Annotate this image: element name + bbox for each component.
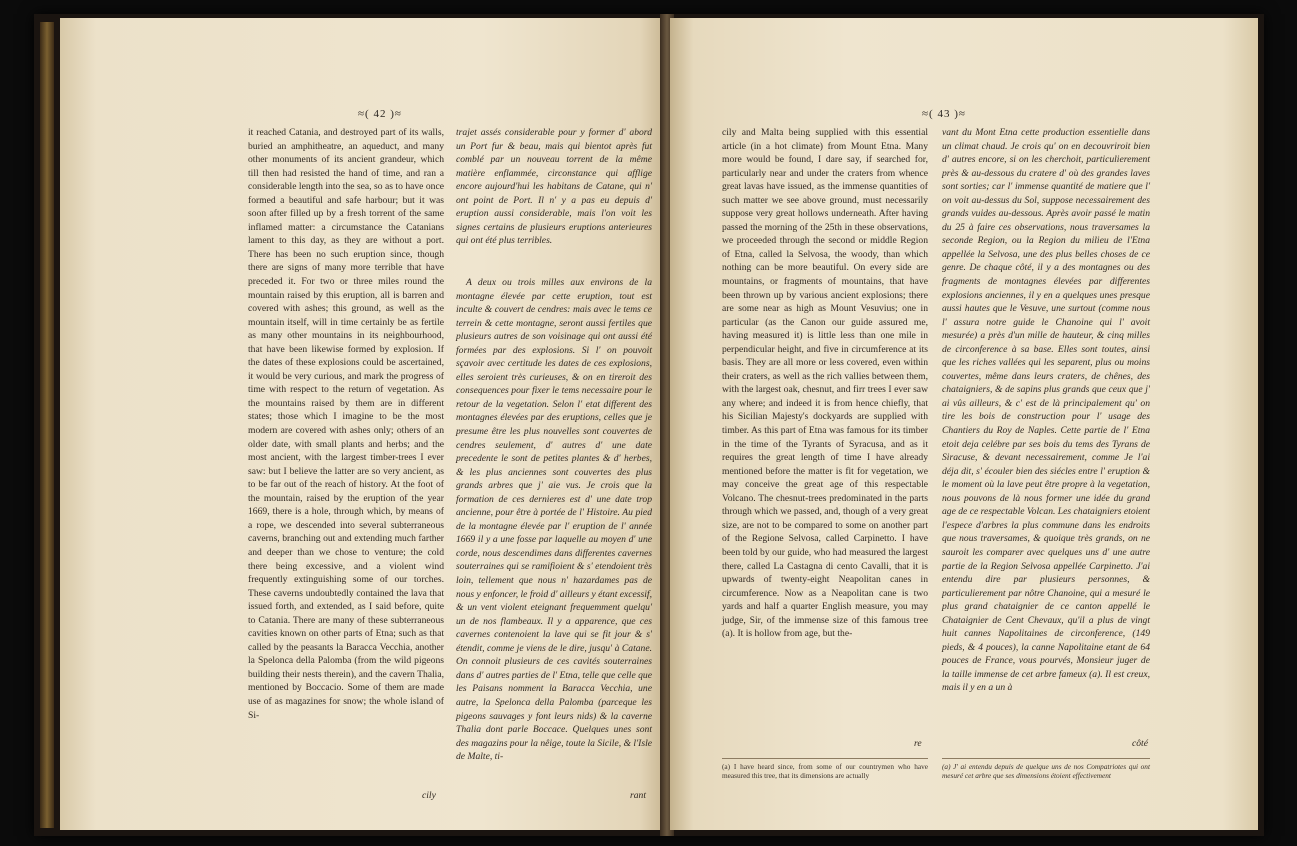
right-english-catchword: re [914,738,922,749]
right-english-text: cily and Malta being supplied with this essential article (in a hot climate) from Mount Etna. Many more would be found, I dare say, if searched for, particularly near and under the craters from whence great lavas have issued, as the immense quantities of such matter we see above ground, must necessarily suppose very great hollows underneath. After having passed the morning of the 25th in these observations, we proceeded through the second or middle Region of Etna, called la Selvosa, the woody, than which nothing can be more beautiful. On every side are mountains, or fragments of mountains, that have been thrown up by various ancient explosions; there are some near as high as Mount Vesuvius; one in particular (as the Canon our guide assured me, having measured it) is little less than one mile in perpendicular height, and five in circumference at its basis. They are all more or less covered, even within their craters, as well as the rich vallies between them, with the largest oak, chesnut, and firr trees I ever saw any where; and indeed it is from hence chiefly, that his Sicilian Majesty's dockyards are supplied with timber. As this part of Etna was famous for its timber in the time of the Tyrants of Syracusa, and as it requires the great length of time I have already mentioned before the matter is fit for vegetation, we may conceive the great age of this respectable Volcano. The chesnut-trees predominated in the parts through which we passed, and, though of a very great size, are not to be compared to some on another part of the Regione Selvosa, called Carpinetto. I have been told by our guide, who had measured the largest there, called La Castagna di cento Cavalli, that it is upwards of twenty-eight Neapolitan canes in circumference. Now as a Neapolitan cane is two yards and half a quarter English measure, you may judge, Sir, of the immense size of this famous tree (a). It is hollow from age, but the- [722,127,928,640]
right-french-catchword: côté [1132,738,1148,749]
right-french-column [942,126,1150,740]
left-english-text: it reached Catania, and destroyed part of its walls, buried an amphitheatre, an aqueduct, and many other monuments of its ancient grandeur, which till then had resisted the hand of time, and ran a considerable length into the sea, so as to have once formed a beautiful and safe harbour; but it was soon after filled up by a fresh torrent of the same inflamed matter: a circumstance the Catanians lament to this day, as they are without a port. There has been no such eruption since, though there are signs of many more terrible that have preceded it. For two or three miles round the mountain raised by this eruption, all is barren and covered with ashes; this ground, as well as the mountain itself, will in time certainly be as fertile as many other mountains in its neighbourhood, that have been likewise formed by explosion. If the dates of these explosions could be ascertained, it would be very curious, and mark the progress of time with respect to the return of vegetation. As the mountains raised by them are in different states; those which I imagine to be the most modern are covered with ashes only; others of an older date, with small plants and herbs; and the most ancient, with the largest timber-trees I ever saw: but I believe the latter are so very ancient, as to be far out of the reach of history. At the foot of the mountain, raised by the eruption of the year 1669, there is a hole, through which, by means of a rope, we descended into several subterraneous caverns, branching out and extending much farther and deeper than we chose to venture; the cold there being excessive, and a violent wind frequently extinguishing some of our torches. These caverns undoubtedly contained the lava that issued forth, and extended, as I said before, quite to Catania. There are many of these subterraneous cavities known on other parts of Etna; such as that called by the peasants la Baracca Vecchia, another la Spelonca della Palomba (from the wild pigeons building their nests therein), and the cavern Thalia, mentioned by Boccacio. Some of them are made use of as magazines for snow; the whole island of Si- [248,127,444,721]
open-book [34,14,1264,836]
right-french-footnote: (a) J' ai entendu depuis de quelque uns de nos Compatriotes qui ont mesuré cet arbre que ses dimensions étoient effectivement [942,762,1150,780]
left-french-text-bottom: A deux ou trois milles aux environs de la montagne élevée par cette eruption, tout est inculte & couvert de cendres: mais avec le tems ce terrein & cette montagne, seront aussi fertiles que plusieurs autres de son voisinage qui ont aussi été formées par des explosions. Si l' on pouvoit sçavoir avec certitude les dates de ces explosions, elles seroient très curieuses, & on en tireroit des consequences pour fixer le tems necessaire pour le retour de la vegetation. Selon l' etat different des montagnes élevées par des eruptions, celles que je presume être les plus nouvelles sont couvertes de cendres seulement, d' autres d' une date precedente le sont de petites plantes & d' herbes, & les plus anciennes sont couvertes des plus grands arbres que j' aie vus. Je crois que la formation de ces dernieres est d' une date trop ancienne, pour être à portée de l' Histoire. Au pied de la montagne élevée par l' eruption de l' année 1669 il y a une fosse par laquelle au moyen d' une corde, nous descendimes dans differentes cavernes souterraines qui se ramifioient & s' etendoient très loin, tellement que nous n' hazardames pas de nous y enfoncer, le froid d' ailleurs y étant excessif, & un vent violent eteignant frequemment quelqu' un de nos flambeaux. Il y a apparence, que ces cavernes contenoient la lave qui se fit jour & s' étendit, comme je viens de le dire, jusqu' à Catane. On connoit plusieurs de ces cavités souterraines dans d' autres parties de l' Etna, telle que celle que les Paisans nomment la Baracca Vecchia, une autre, la Spelonca della Palomba (parceque les pigeons sauvages y font leurs nids) & la caverne Thalia dont parle Boccace. Quelques unes sont des magazins pour la nêige, toute la Sicile, & l'Isle de Malte, ti- [456,277,652,763]
left-page [60,18,664,830]
left-french-column-bottom [456,276,652,788]
left-english-column [248,126,444,794]
left-french-text-top: trajet assés considerable pour y former d' abord un Port fur & beau, mais qui bientot après fut comblé par un nouveau torrent de la même matière enflammée, circonstance qui afflige encore aujourd'hui les habitans de Catane, qui n' ont point de Port. Il n' y a pas eu depuis d' eruption aussi considerable, mais l'on voit les signes certains de plusieurs eruptions anterieures qui ont été plus terribles. [456,127,652,247]
left-french-catchword: rant [630,790,646,801]
right-english-footnote-rule [722,758,928,759]
right-french-text: vant du Mont Etna cette production essentielle dans un climat chaud. Je crois qu' on en decouvriroit bien d' autres encore, si on les cherchoit, particulierement près & au-dessous du cratere d' où des grandes laves sont sorties; car l' immense quantité de matiere que l' on voit au-dessus du Sol, suppose necessairement des grands vuides au-dessous. Après avoir passé le matin du 25 à faire ces observations, nous traversames la seconde Region, ou la Region du milieu de l'Etna appellée la Selvosa, une des plus belles choses de ce genre. De chaque côté, il y a des montagnes ou des fragments de montagnes élevées par differentes explosions anciennes, il y en a quelques unes presque aussi hautes que le Vesuve, une surtout (comme nous l' assura notre guide le Chanoine qui l' avoit mesurée) a près d'un mille de hauteur, & cinq milles de circonference à sa base. Elles sont toutes, ainsi que les riches vallées qui les separent, plus ou moins couvertes, même dans leurs craters, de chênes, des chataigniers, & de sapins plus grands que ceux que j' ai vûs ailleurs, & c' est de là principalement qu' on tire les bois de construction pour l' usage des Chantiers du Roy de Naples. Cette partie de l' Etna etoit deja celébre par ses bois du tems des Tyrans de Siracuse, & devant necessairement, comme Je l'ai déja dit, s' écouler bien des siécles entre l' eruption & le moment où la lave peut être propre à la vegetation, nous pouvons de là nous former une idée du grand age de ce respectable Volcan. Les chataigniers etoient l'espece d'arbres la plus commune dans les endroits que nous traversames, & quoique très grands, on ne sauroit les comparer avec quelques uns d' une autre partie de la Region Selvosa appellée Carpinetto. J'ai entendu dire par plusieurs personnes, & particulierement par nôtre Chanoine, qui a mesuré le plus grand chataignier de ce canton appellé le Chataignier de Cent Chevaux, qu'il a plus de vingt huit cannes Napolitaines de circonference, (149 pieds, & 4 pouces), la canne Napolitaine etant de 64 pouces de France, vous pourvés, Monsieur juger de la taille immense de cet arbre fameux (a). Il est creux, mais il y en a un à [942,127,1150,694]
book-edge-left [40,22,54,828]
page-header-right: ≈( 43 )≈ [922,108,966,120]
left-english-catchword: cily [422,790,436,801]
right-english-column [722,126,928,740]
right-english-footnote: (a) I have heard since, from some of our countrymen who have measured this tree, that its dimensions are actually [722,762,928,780]
right-french-footnote-rule [942,758,1150,759]
right-page [670,18,1258,830]
page-header-left: ≈( 42 )≈ [358,108,402,120]
left-french-column-top [456,126,652,247]
